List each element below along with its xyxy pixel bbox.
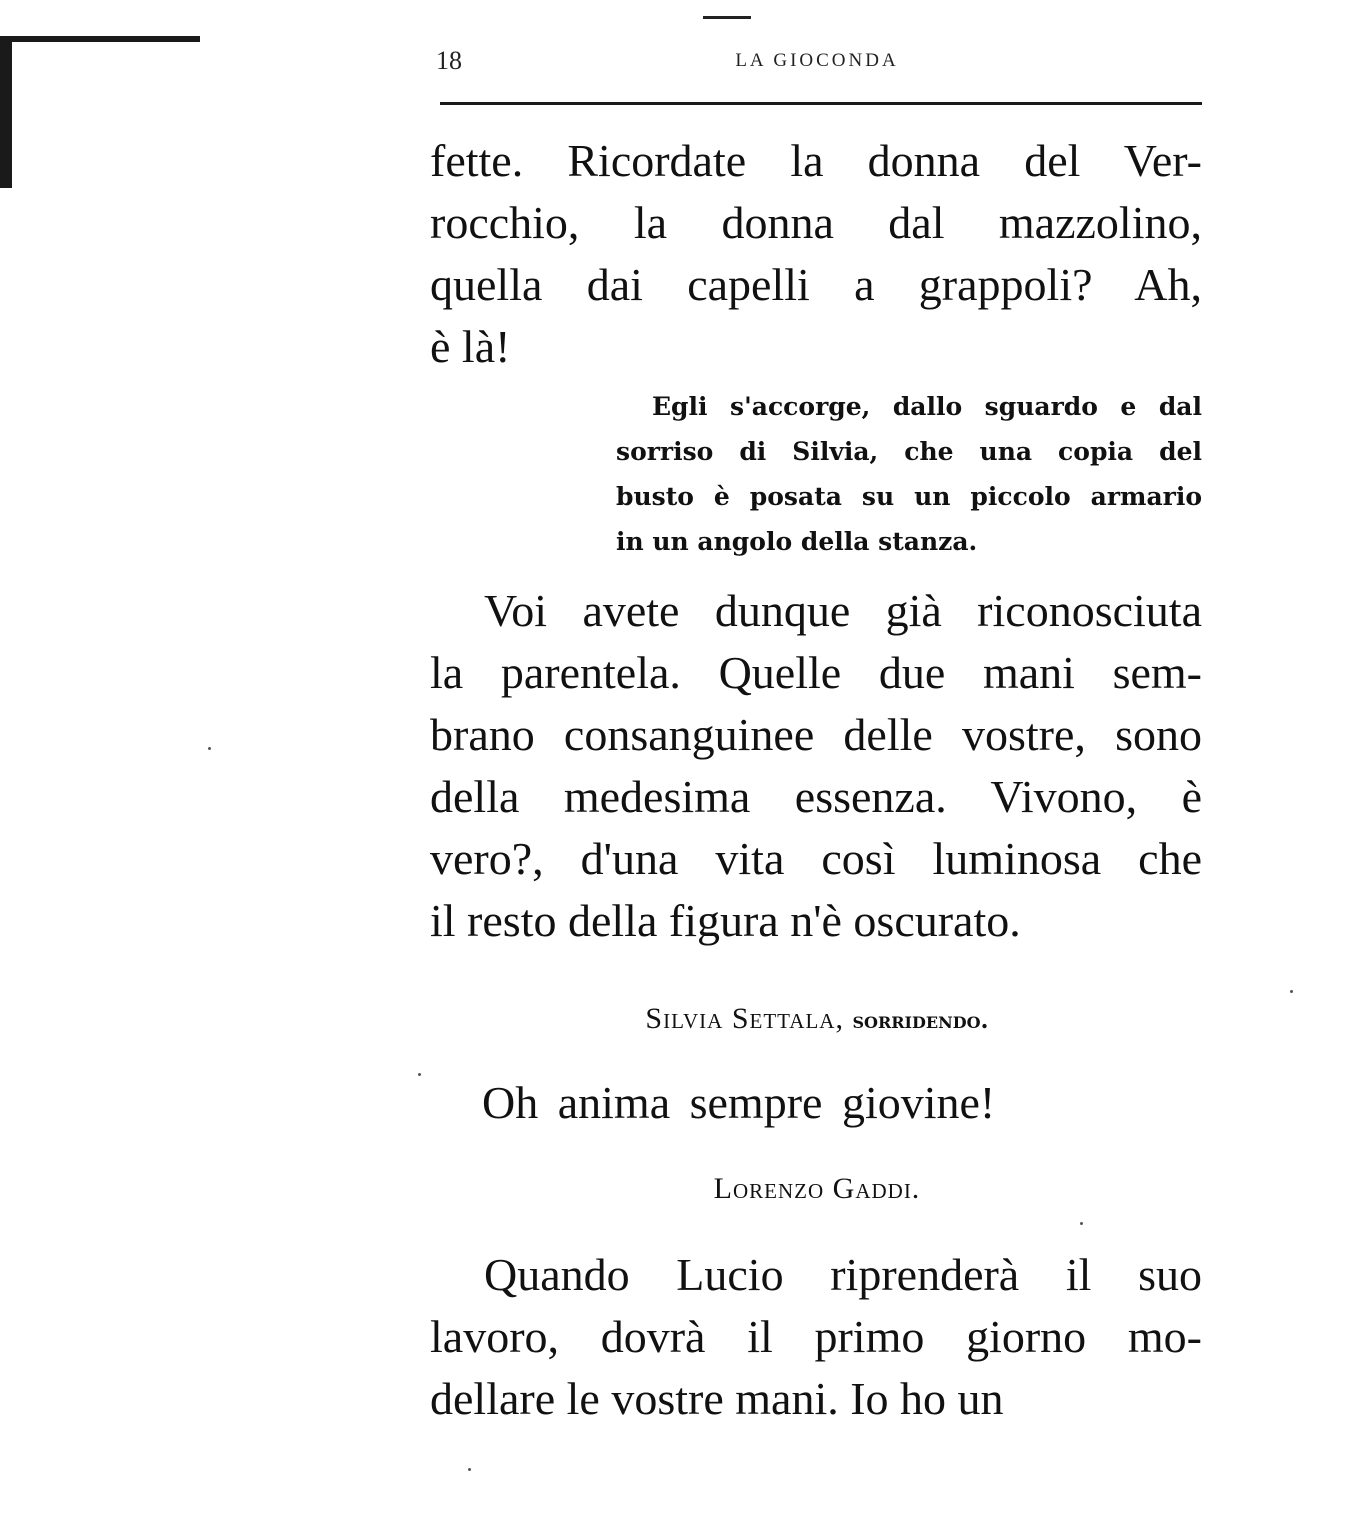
scan-speck bbox=[468, 1468, 471, 1471]
stage-direction bbox=[616, 384, 1202, 564]
stage-direction-line: busto è posata su un piccolo armario bbox=[616, 482, 1202, 511]
speech-line: Oh anima sempre giovine! bbox=[482, 1077, 996, 1128]
stage-direction-line: sorriso di Silvia, che una copia del bbox=[616, 437, 1202, 466]
scan-page-edge-top bbox=[0, 36, 200, 42]
scan-page-edge bbox=[0, 38, 12, 188]
passage-line: la parentela. Quelle due mani sem- bbox=[430, 647, 1202, 698]
passage-2 bbox=[430, 580, 1202, 952]
scan-speck bbox=[1290, 990, 1293, 993]
speaker-name: Silvia Settala, bbox=[645, 1002, 844, 1035]
page-number: 18 bbox=[436, 46, 462, 75]
passage-line: il resto della figura n'è oscurato. bbox=[430, 895, 1021, 946]
passage-line: lavoro, dovrà il primo giorno mo- bbox=[430, 1311, 1202, 1362]
passage-line: quella dai capelli a grappoli? Ah, bbox=[430, 259, 1202, 310]
stage-direction-line: Egli s'accorge, dallo sguardo e dal bbox=[652, 392, 1202, 421]
page-header bbox=[432, 46, 1202, 80]
passage-line: della medesima essenza. Vivono, è bbox=[430, 771, 1202, 822]
top-printer-mark bbox=[703, 16, 751, 19]
scan-speck bbox=[1080, 1222, 1083, 1225]
passage-line: fette. Ricordate la donna del Ver- bbox=[430, 135, 1202, 186]
passage-line: rocchio, la donna dal mazzolino, bbox=[430, 197, 1202, 248]
passage-line: brano consanguinee delle vostre, sono bbox=[430, 709, 1202, 760]
scan-speck bbox=[208, 747, 211, 750]
stage-direction-line: in un angolo della stanza. bbox=[616, 527, 978, 556]
passage-line: dellare le vostre mani. Io ho un bbox=[430, 1373, 1004, 1424]
passage-line: Voi avete dunque già riconosciuta bbox=[484, 585, 1202, 636]
passage-3 bbox=[430, 1244, 1202, 1430]
passage-line: Quando Lucio riprenderà il suo bbox=[484, 1249, 1202, 1300]
speaker-heading-lorenzo bbox=[432, 1172, 1202, 1206]
passage-1 bbox=[430, 130, 1202, 378]
passage-line: è là! bbox=[430, 321, 511, 372]
speaker-note: sorridendo. bbox=[852, 1007, 989, 1034]
speaker-name: Lorenzo Gaddi. bbox=[713, 1172, 921, 1205]
header-rule bbox=[440, 102, 1202, 105]
scan-speck bbox=[418, 1073, 421, 1076]
running-title: LA GIOCONDA bbox=[735, 50, 899, 71]
passage-line: vero?, d'una vita così luminosa che bbox=[430, 833, 1202, 884]
speaker-heading-silvia bbox=[432, 1002, 1202, 1036]
